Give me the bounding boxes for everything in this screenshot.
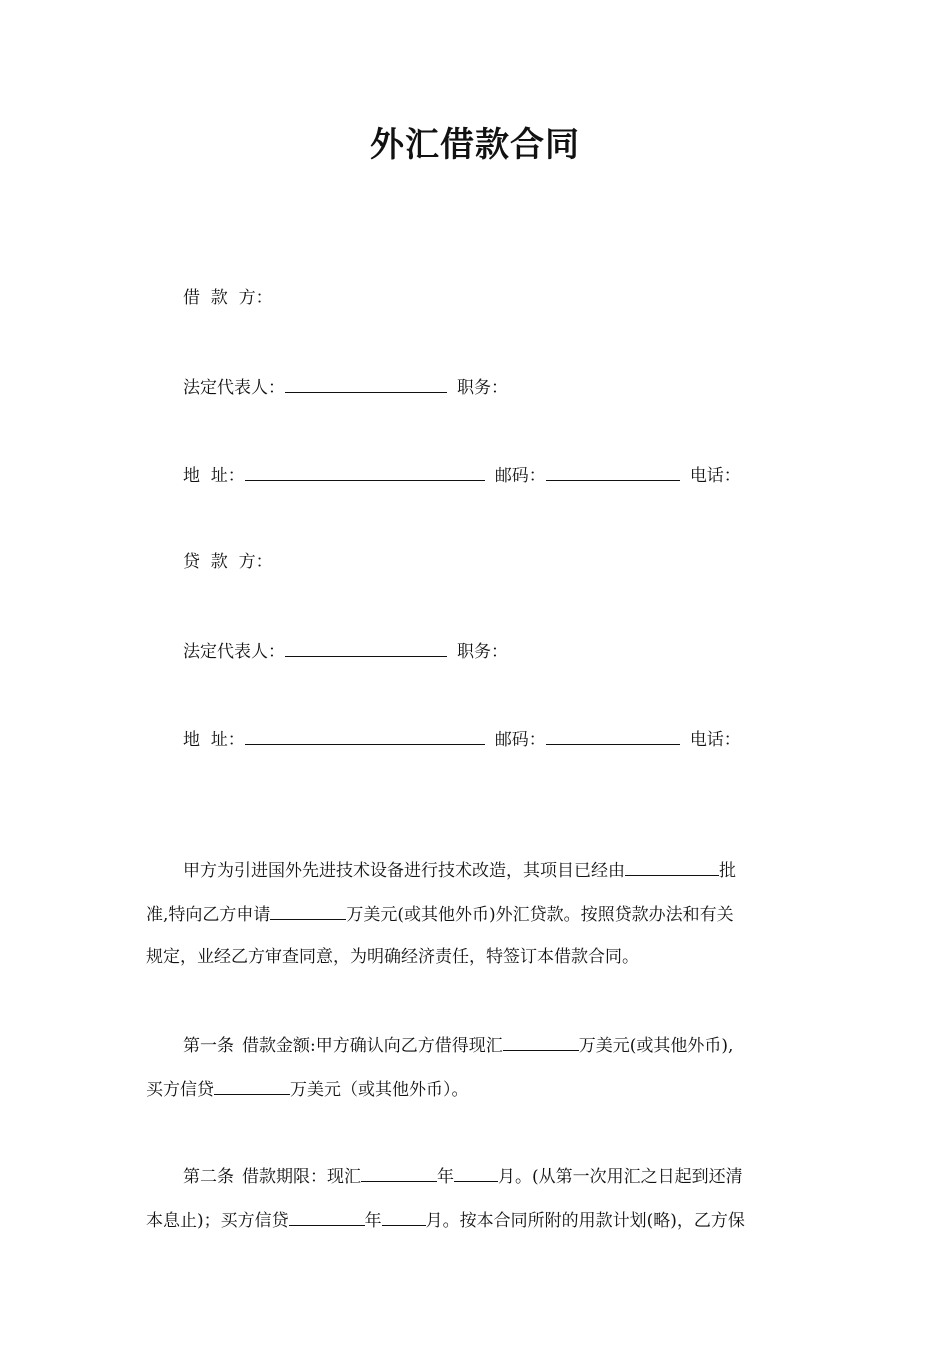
- lender-rep-line: [183, 638, 508, 664]
- article-1-text: 万美元(或其他外币),: [578, 1036, 734, 1056]
- lender-party-line: [183, 550, 273, 574]
- credit-month-blank[interactable]: [382, 1207, 426, 1226]
- preamble-line: [146, 901, 808, 945]
- article-1-line: [146, 1076, 808, 1120]
- borrower-address-blank[interactable]: [245, 462, 485, 481]
- lender-address-line: [183, 726, 741, 752]
- article-2-text: 年: [364, 1211, 382, 1231]
- lender-rep-label: 法定代表人：: [183, 642, 285, 662]
- preamble-paragraph: [146, 857, 808, 989]
- borrower-postcode-blank[interactable]: [546, 462, 680, 481]
- borrower-party-line: [183, 286, 273, 310]
- borrower-address-line: [183, 462, 741, 488]
- document-title: 外汇借款合同: [370, 125, 580, 165]
- borrower-position-label: 职务：: [457, 378, 508, 398]
- borrower-phone-label: 电话：: [689, 466, 741, 486]
- lender-phone-label: 电话：: [689, 730, 741, 750]
- article-1-line: [146, 1032, 808, 1076]
- preamble-text: 规定，业经乙方审查同意，为明确经济责任，特签订本借款合同。: [146, 947, 639, 967]
- article-2: [146, 1163, 808, 1251]
- borrower-rep-line: [183, 374, 508, 400]
- article-2-text: 月。(从第一次用汇之日起到还清: [498, 1167, 743, 1187]
- cash-amount-blank[interactable]: [503, 1032, 579, 1051]
- borrower-rep-label: 法定代表人：: [183, 378, 285, 398]
- preamble-line: [146, 857, 808, 901]
- borrower-label: 借 款 方：: [183, 288, 273, 308]
- article-2-text: 借款期限：现汇: [242, 1167, 361, 1187]
- buyer-credit-amount-blank[interactable]: [214, 1076, 290, 1095]
- article-2-text: 本息止)；买方信贷: [146, 1211, 289, 1231]
- lender-postcode-blank[interactable]: [546, 726, 680, 745]
- article-2-line: [146, 1207, 808, 1251]
- article-1-text: 万美元（或其他外币）。: [290, 1080, 469, 1100]
- loan-amount-blank[interactable]: [270, 901, 346, 920]
- lender-label: 贷 款 方：: [183, 552, 273, 572]
- approver-blank[interactable]: [625, 857, 719, 876]
- lender-position-label: 职务：: [457, 642, 508, 662]
- preamble-text: 甲方为引进国外先进技术设备进行技术改造，其项目已经由: [183, 861, 625, 881]
- lender-rep-blank[interactable]: [285, 638, 447, 657]
- article-1-text: 借款金额:甲方确认向乙方借得现汇: [242, 1036, 503, 1056]
- lender-address-blank[interactable]: [245, 726, 485, 745]
- borrower-postcode-label: 邮码：: [494, 466, 546, 486]
- lender-address-label: 地 址：: [183, 730, 245, 750]
- article-2-text: 月。按本合同所附的用款计划(略)，乙方保: [425, 1211, 745, 1231]
- borrower-rep-blank[interactable]: [285, 374, 447, 393]
- article-1: [146, 1032, 808, 1120]
- article-2-heading: 第二条: [183, 1167, 234, 1187]
- article-1-heading: 第一条: [183, 1036, 234, 1056]
- article-1-text: 买方信贷: [146, 1080, 214, 1100]
- preamble-text: 准,特向乙方申请: [146, 905, 271, 925]
- lender-postcode-label: 邮码：: [494, 730, 546, 750]
- preamble-text: 批: [719, 861, 736, 881]
- cash-month-blank[interactable]: [454, 1163, 498, 1182]
- preamble-text: 万美元(或其他外币)外汇贷款。按照贷款办法和有关: [346, 905, 734, 925]
- preamble-line: [146, 945, 808, 989]
- credit-year-blank[interactable]: [289, 1207, 365, 1226]
- cash-year-blank[interactable]: [361, 1163, 437, 1182]
- article-2-text: 年: [437, 1167, 454, 1187]
- article-2-line: [146, 1163, 808, 1207]
- borrower-address-label: 地 址：: [183, 466, 245, 486]
